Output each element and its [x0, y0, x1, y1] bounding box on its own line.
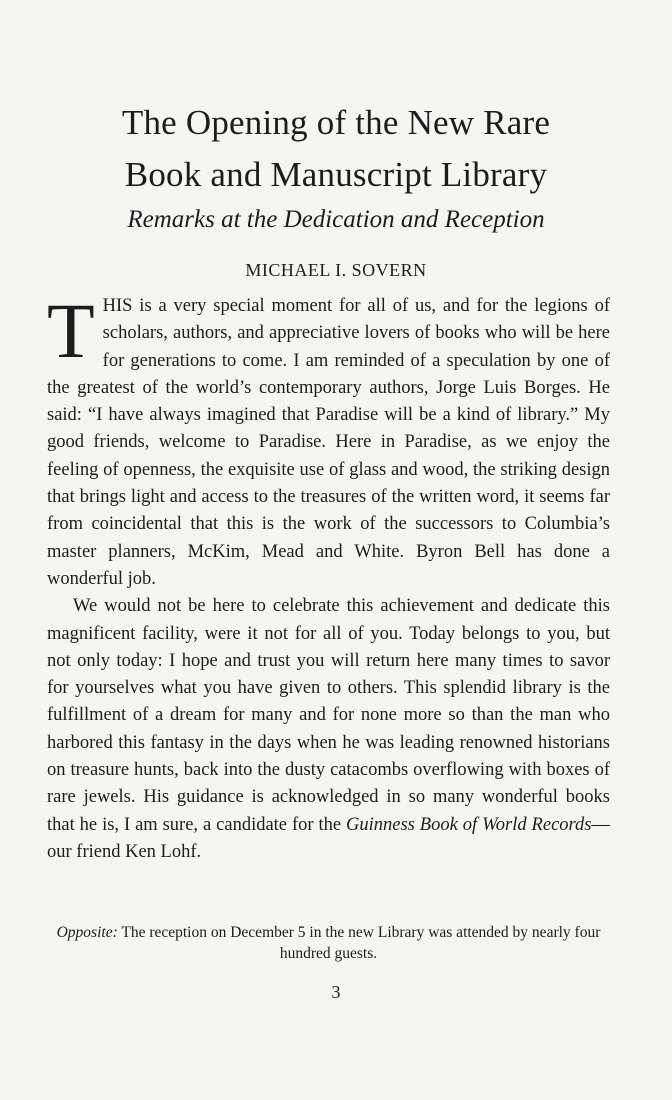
- paragraph-2-text-after: —our friend Ken Lohf.: [47, 814, 610, 862]
- photo-caption: [47, 922, 610, 964]
- book-title: Guinness Book of World Records: [346, 814, 592, 835]
- paragraph-2-text-before: We would not be here to celebrate this achievement and dedicate this magnificent facility, were it not for all of you. Today belongs to you, but not only today: I hope and trust you will return here many times to savor for yourselves what you have given to others. This splendid library is the fulfillment of a dream for many and for none more so than the man who harbored this fantasy in the days when he was leading renowned historians on treasure hunts, back into the dusty catacombs overflowing with boxes of rare jewels. His guidance is acknowledged in so many wonderful books that he is, I am sure, a candidate for the: [47, 596, 610, 835]
- article-title-line-2: Book and Manuscript Library: [124, 155, 548, 194]
- article-title: [40, 97, 632, 201]
- article-subtitle: Remarks at the Dedication and Reception: [127, 206, 545, 233]
- article-title-line-1: The Opening of the New Rare: [121, 103, 551, 142]
- paragraph-1-text: HIS is a very special moment for all of us, and for the legions of scholars, authors, and appreciative lovers of books who will be here for generations to come. I am reminded of a speculation by one of the greatest of the world’s contemporary authors, Jorge Luis Borges. He said: “I have always imagined that Paradise will be a kind of library.” My good friends, welcome to Paradise. Here in Paradise, as we enjoy the feeling of openness, the exquisite use of glass and wood, the striking design that brings light and access to the treasures of the written word, it seems far from coincidental that this is the work of the successors to Columbia’s master planners, McKim, Mead and White. Byron Bell has done a wonderful job.: [47, 296, 610, 589]
- author-name: MICHAEL I. SOVERN: [245, 260, 427, 280]
- page-number: 3: [331, 982, 341, 1002]
- article-body: [47, 287, 610, 866]
- paragraph-2: [47, 593, 610, 866]
- paragraph-1: [47, 287, 610, 593]
- drop-cap: T: [47, 287, 95, 374]
- caption-text: The reception on December 5 in the new Library was attended by nearly four hundred guests.: [117, 924, 601, 962]
- caption-lead: Opposite:: [56, 924, 118, 941]
